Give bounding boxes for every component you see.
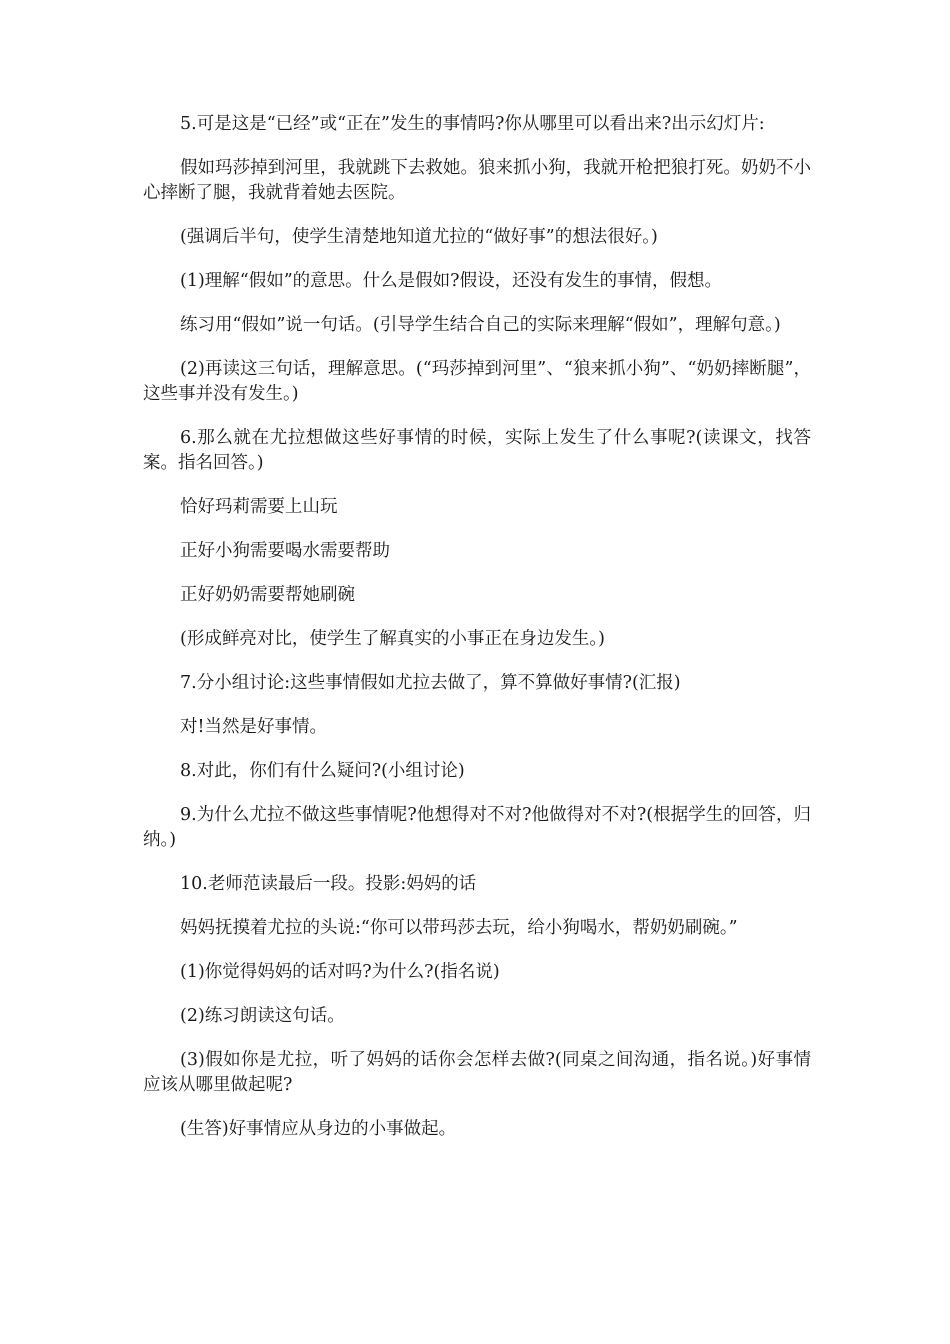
paragraph-practice-jiaru: 练习用“假如”说一句话。(引导学生结合自己的实际来理解“假如”，理解句意。) xyxy=(180,315,781,335)
paragraph-note-emphasis: (强调后半句，使学生清楚地知道尤拉的“做好事”的想法很好。) xyxy=(180,227,658,247)
paragraph-reread: (2)再读这三句话，理解意思。(“玛莎掉到河里”、“狼来抓小狗”、“奶奶摔断腿”，这些事并没有发生。) xyxy=(143,359,811,404)
paragraph-question-3: (3)假如你是尤拉，听了妈妈的话你会怎样去做?(同桌之间沟通，指名说。)好事情应该从哪里做起呢? xyxy=(143,1050,811,1095)
paragraph-student-answer: (生答)好事情应从身边的小事做起。 xyxy=(180,1119,457,1139)
paragraph-fact-3: 正好奶奶需要帮她刷碗 xyxy=(180,585,355,605)
paragraph-question-1: (1)你觉得妈妈的话对吗?为什么?(指名说) xyxy=(180,962,500,982)
paragraph-fact-2: 正好小狗需要喝水需要帮助 xyxy=(180,541,390,561)
paragraph-mother-quote: 妈妈抚摸着尤拉的头说:“你可以带玛莎去玩，给小狗喝水，帮奶奶刷碗。” xyxy=(180,918,738,938)
paragraph-step-9: 9.为什么尤拉不做这些事情呢?他想得对不对?他做得对不对?(根据学生的回答，归纳。) xyxy=(143,805,811,850)
paragraph-step-6: 6.那么就在尤拉想做这些好事情的时候，实际上发生了什么事呢?(读课文，找答案。指名回答。) xyxy=(143,428,811,473)
document-body xyxy=(143,112,811,1161)
paragraph-slide-text: 假如玛莎掉到河里，我就跳下去救她。狼来抓小狗，我就开枪把狼打死。奶奶不小心摔断了腿，我就背着她去医院。 xyxy=(143,158,811,203)
paragraph-fact-1: 恰好玛莉需要上山玩 xyxy=(180,497,338,517)
paragraph-understand-jiaru: (1)理解“假如”的意思。什么是假如?假设，还没有发生的事情，假想。 xyxy=(180,271,723,291)
paragraph-step-8: 8.对此，你们有什么疑问?(小组讨论) xyxy=(180,761,465,781)
paragraph-contrast-note: (形成鲜亮对比，使学生了解真实的小事正在身边发生。) xyxy=(180,629,605,649)
paragraph-step-10: 10.老师范读最后一段。投影:妈妈的话 xyxy=(180,874,477,894)
paragraph-answer-7: 对!当然是好事情。 xyxy=(180,717,328,737)
paragraph-question-2: (2)练习朗读这句话。 xyxy=(180,1006,345,1026)
paragraph-step-7: 7.分小组讨论:这些事情假如尤拉去做了，算不算做好事情?(汇报) xyxy=(180,673,681,693)
paragraph-step-5: 5.可是这是“已经”或“正在”发生的事情吗?你从哪里可以看出来?出示幻灯片: xyxy=(180,114,765,134)
